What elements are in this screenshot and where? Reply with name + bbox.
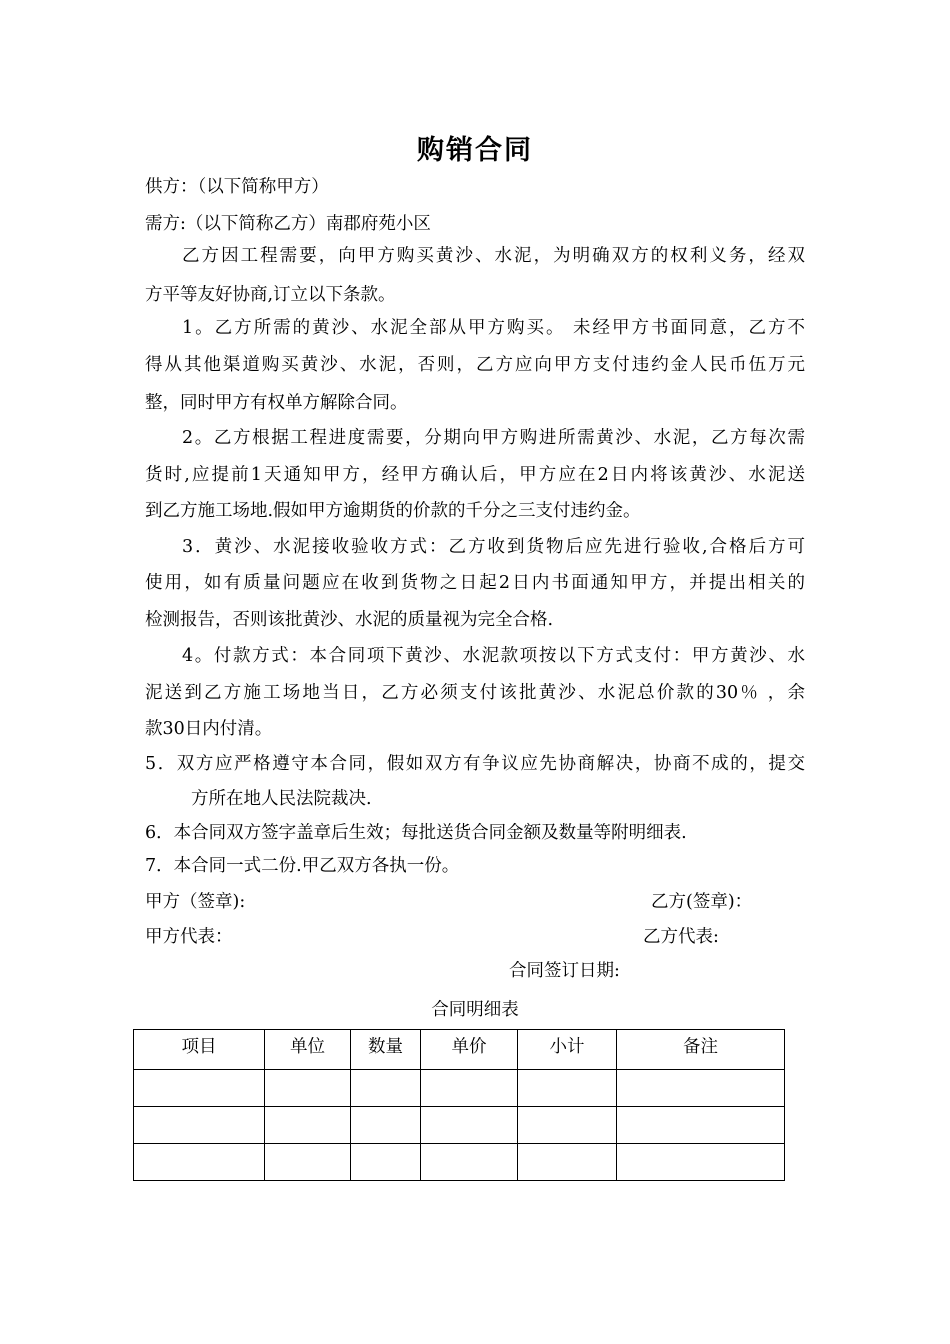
table-cell <box>351 1144 421 1181</box>
header-item: 项目 <box>134 1030 265 1070</box>
clause-4-line-2: 泥送到乙方施工场地当日，乙方必须支付该批黄沙、水泥总价款的30％ ，余 <box>145 683 805 703</box>
table-cell <box>518 1107 617 1144</box>
table-cell <box>265 1144 351 1181</box>
party-b-seal-label: 乙方(签章)： <box>651 892 753 912</box>
clause-2-line-1: 2。乙方根据工程进度需要，分期向甲方购进所需黄沙、水泥，乙方每次需 <box>182 428 805 448</box>
clause-3-line-3: 检测报告，否则该批黄沙、水泥的质量视为完全合格. <box>145 610 554 630</box>
table-cell <box>265 1070 351 1107</box>
clause-3-line-2: 使用，如有质量问题应在收到货物之日起2日内书面通知甲方，并提出相关的 <box>145 573 805 593</box>
detail-table <box>133 1029 785 1181</box>
table-cell <box>617 1144 785 1181</box>
header-subtotal: 小计 <box>518 1030 617 1070</box>
clause-1-line-3: 整，同时甲方有权单方解除合同。 <box>145 393 408 413</box>
table-row <box>134 1144 785 1181</box>
party-a-rep-label: 甲方代表： <box>145 927 233 947</box>
header-unit-price: 单价 <box>421 1030 518 1070</box>
party-b-rep-label: 乙方代表: <box>643 927 719 947</box>
table-cell <box>421 1070 518 1107</box>
sign-date-label: 合同签订日期: <box>509 961 620 981</box>
document-title: 购销合同 <box>417 135 533 166</box>
clause-4-line-3: 款30日内付清。 <box>145 719 273 739</box>
table-row <box>134 1070 785 1107</box>
clause-1-line-2: 得从其他渠道购买黄沙、水泥，否则，乙方应向甲方支付违约金人民币伍万元 <box>145 355 805 375</box>
table-cell <box>617 1070 785 1107</box>
intro-line-1: 乙方因工程需要，向甲方购买黄沙、水泥，为明确双方的权利义务，经双 <box>182 246 805 266</box>
table-cell <box>134 1107 265 1144</box>
intro-line-2: 方平等友好协商,订立以下条款。 <box>145 285 396 305</box>
header-remarks: 备注 <box>617 1030 785 1070</box>
table-cell <box>617 1107 785 1144</box>
clause-2-line-2: 货时,应提前1天通知甲方，经甲方确认后，甲方应在2日内将该黄沙、水泥送 <box>145 465 805 485</box>
party-a-seal-label: 甲方（签章): <box>145 892 246 912</box>
clause-1-line-1: 1。乙方所需的黄沙、水泥全部从甲方购买。 未经甲方书面同意，乙方不 <box>182 318 805 338</box>
header-unit: 单位 <box>265 1030 351 1070</box>
table-cell <box>134 1070 265 1107</box>
clause-5-line-1: 5．双方应严格遵守本合同，假如双方有争议应先协商解决，协商不成的，提交 <box>145 754 805 774</box>
table-cell <box>265 1107 351 1144</box>
supplier-line: 供方：（以下简称甲方） <box>145 177 329 197</box>
clause-5-line-2: 方所在地人民法院裁决. <box>191 789 372 809</box>
detail-table-title: 合同明细表 <box>431 1000 519 1020</box>
table-cell <box>518 1144 617 1181</box>
table-cell <box>134 1144 265 1181</box>
table-cell <box>421 1107 518 1144</box>
clause-2-line-3: 到乙方施工场地.假如甲方逾期货的价款的千分之三支付违约金。 <box>145 501 641 521</box>
clause-7: 7．本合同一式二份.甲乙双方各执一份。 <box>145 856 460 876</box>
clause-3-line-1: 3．黄沙、水泥接收验收方式：乙方收到货物后应先进行验收,合格后方可 <box>182 537 805 557</box>
header-quantity: 数量 <box>351 1030 421 1070</box>
table-cell <box>351 1107 421 1144</box>
clause-4-line-1: 4。付款方式：本合同项下黄沙、水泥款项按以下方式支付：甲方黄沙、水 <box>182 646 805 666</box>
table-row <box>134 1107 785 1144</box>
buyer-line: 需方:（以下简称乙方）南郡府苑小区 <box>145 214 431 234</box>
table-header-row <box>134 1030 785 1070</box>
table-cell <box>518 1070 617 1107</box>
clause-6: 6．本合同双方签字盖章后生效；每批送货合同金额及数量等附明细表. <box>145 823 687 843</box>
table-cell <box>351 1070 421 1107</box>
table-cell <box>421 1144 518 1181</box>
